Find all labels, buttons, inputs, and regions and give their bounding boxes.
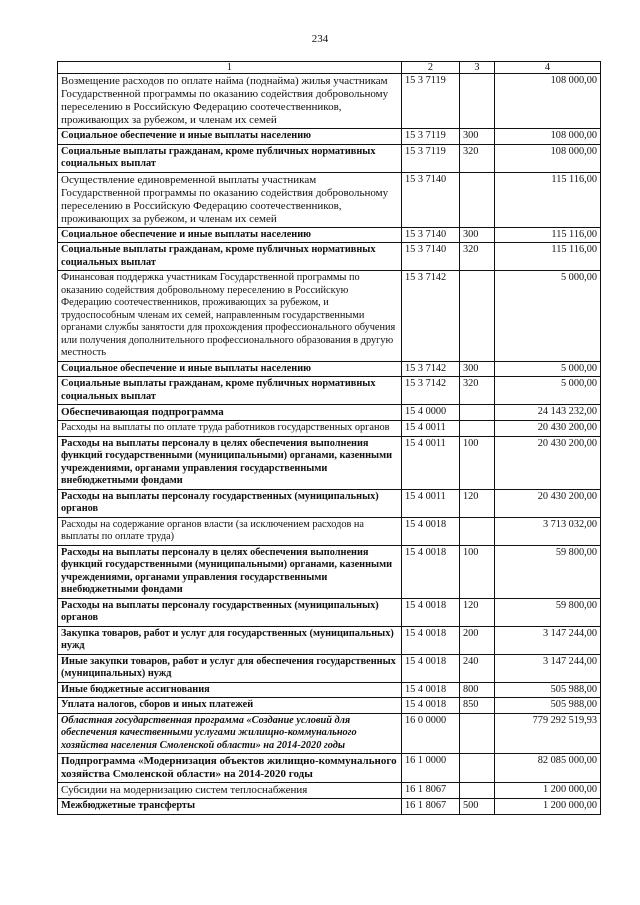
row-name: Закупка товаров, работ и услуг для государственных (муниципальных) нужд bbox=[58, 626, 402, 654]
table-row bbox=[58, 421, 601, 437]
row-code: 15 3 7119 bbox=[402, 129, 460, 145]
row-code: 15 3 7142 bbox=[402, 271, 460, 362]
row-expense-type: 240 bbox=[460, 654, 495, 682]
row-code: 15 4 0018 bbox=[402, 682, 460, 698]
row-expense-type: 500 bbox=[460, 799, 495, 815]
row-amount: 505 988,00 bbox=[495, 682, 601, 698]
row-name: Подпрограмма «Модернизация объектов жилищно-коммунального хозяйства Смоленской области» на 2014-2020 годы bbox=[58, 754, 402, 783]
table-row bbox=[58, 489, 601, 517]
row-name: Возмещение расходов по оплате найма (поднайма) жилья участникам Государственной программы по оказанию содействия добровольному переселению в Российскую Федерацию соотечественников, проживающих за рубежом, и членам их семей bbox=[58, 74, 402, 129]
row-expense-type: 300 bbox=[460, 129, 495, 145]
row-amount: 20 430 200,00 bbox=[495, 421, 601, 437]
row-expense-type bbox=[460, 421, 495, 437]
row-name: Расходы на выплаты по оплате труда работников государственных органов bbox=[58, 421, 402, 437]
row-code: 16 0 0000 bbox=[402, 713, 460, 754]
row-amount: 115 116,00 bbox=[495, 172, 601, 227]
row-code: 15 4 0018 bbox=[402, 598, 460, 626]
row-amount: 1 200 000,00 bbox=[495, 783, 601, 799]
column-header: 2 bbox=[402, 62, 460, 74]
table-row bbox=[58, 654, 601, 682]
row-amount: 108 000,00 bbox=[495, 129, 601, 145]
row-amount: 59 800,00 bbox=[495, 598, 601, 626]
table-row bbox=[58, 271, 601, 362]
table-row bbox=[58, 129, 601, 145]
row-code: 15 3 7119 bbox=[402, 144, 460, 172]
row-code: 15 3 7140 bbox=[402, 172, 460, 227]
row-code: 15 3 7140 bbox=[402, 227, 460, 243]
row-amount: 1 200 000,00 bbox=[495, 799, 601, 815]
table-row bbox=[58, 377, 601, 405]
row-expense-type: 800 bbox=[460, 682, 495, 698]
row-name: Субсидии на модернизацию систем теплоснабжения bbox=[58, 783, 402, 799]
row-code: 15 4 0018 bbox=[402, 626, 460, 654]
table-row bbox=[58, 361, 601, 377]
row-code: 15 3 7142 bbox=[402, 377, 460, 405]
row-amount: 82 085 000,00 bbox=[495, 754, 601, 783]
row-expense-type: 300 bbox=[460, 361, 495, 377]
table-row bbox=[58, 783, 601, 799]
row-name: Иные бюджетные ассигнования bbox=[58, 682, 402, 698]
row-name: Расходы на выплаты персоналу государственных (муниципальных) органов bbox=[58, 598, 402, 626]
row-amount: 5 000,00 bbox=[495, 271, 601, 362]
row-name: Расходы на выплаты персоналу в целях обеспечения выполнения функций государственными (муниципальными) органами, казенными учреждениями, органами управления государственными внебюджетными фондами bbox=[58, 436, 402, 489]
row-name: Расходы на выплаты персоналу в целях обеспечения выполнения функций государственными (муниципальными) органами, казенными учреждениями, органами управления государственными внебюджетными фондами bbox=[58, 545, 402, 598]
row-expense-type: 320 bbox=[460, 243, 495, 271]
row-amount: 108 000,00 bbox=[495, 74, 601, 129]
row-code: 16 1 0000 bbox=[402, 754, 460, 783]
row-expense-type bbox=[460, 172, 495, 227]
row-amount: 108 000,00 bbox=[495, 144, 601, 172]
row-expense-type bbox=[460, 271, 495, 362]
row-name: Обеспечивающая подпрограмма bbox=[58, 405, 402, 421]
table-row bbox=[58, 626, 601, 654]
row-expense-type bbox=[460, 74, 495, 129]
row-name: Уплата налогов, сборов и иных платежей bbox=[58, 698, 402, 714]
table-body bbox=[58, 74, 601, 815]
row-code: 15 4 0018 bbox=[402, 517, 460, 545]
row-code: 15 3 7142 bbox=[402, 361, 460, 377]
row-amount: 505 988,00 bbox=[495, 698, 601, 714]
row-amount: 5 000,00 bbox=[495, 361, 601, 377]
row-amount: 59 800,00 bbox=[495, 545, 601, 598]
row-amount: 115 116,00 bbox=[495, 227, 601, 243]
row-code: 15 4 0011 bbox=[402, 436, 460, 489]
row-code: 15 4 0000 bbox=[402, 405, 460, 421]
row-amount: 20 430 200,00 bbox=[495, 436, 601, 489]
row-expense-type bbox=[460, 713, 495, 754]
row-amount: 3 713 032,00 bbox=[495, 517, 601, 545]
row-expense-type: 300 bbox=[460, 227, 495, 243]
row-amount: 3 147 244,00 bbox=[495, 626, 601, 654]
row-name: Областная государственная программа «Создание условий для обеспечения качественными услугами жилищно-коммунального хозяйства населения Смоленской области» на 2014-2020 годы bbox=[58, 713, 402, 754]
row-expense-type: 320 bbox=[460, 144, 495, 172]
row-code: 16 1 8067 bbox=[402, 799, 460, 815]
row-amount: 5 000,00 bbox=[495, 377, 601, 405]
table-row bbox=[58, 227, 601, 243]
row-name: Социальные выплаты гражданам, кроме публичных нормативных социальных выплат bbox=[58, 377, 402, 405]
row-amount: 3 147 244,00 bbox=[495, 654, 601, 682]
row-name: Социальные выплаты гражданам, кроме публичных нормативных социальных выплат bbox=[58, 144, 402, 172]
row-name: Осуществление единовременной выплаты участникам Государственной программы по оказанию содействия добровольному переселению в Российскую Федерацию соотечественников, проживающих за рубежом, и членам их семей bbox=[58, 172, 402, 227]
row-name: Расходы на выплаты персоналу государственных (муниципальных) органов bbox=[58, 489, 402, 517]
row-expense-type bbox=[460, 754, 495, 783]
table-row bbox=[58, 799, 601, 815]
row-expense-type bbox=[460, 405, 495, 421]
table-row bbox=[58, 172, 601, 227]
row-code: 15 3 7140 bbox=[402, 243, 460, 271]
row-expense-type: 120 bbox=[460, 598, 495, 626]
table-row bbox=[58, 545, 601, 598]
row-name: Расходы на содержание органов власти (за исключением расходов на выплаты по оплате труда) bbox=[58, 517, 402, 545]
row-code: 15 3 7119 bbox=[402, 74, 460, 129]
row-expense-type bbox=[460, 517, 495, 545]
row-code: 15 4 0018 bbox=[402, 545, 460, 598]
table-row bbox=[58, 598, 601, 626]
row-code: 15 4 0011 bbox=[402, 489, 460, 517]
row-expense-type: 200 bbox=[460, 626, 495, 654]
table-header bbox=[58, 62, 601, 74]
table-row bbox=[58, 754, 601, 783]
row-code: 15 4 0018 bbox=[402, 698, 460, 714]
column-header: 4 bbox=[495, 62, 601, 74]
row-name: Межбюджетные трансферты bbox=[58, 799, 402, 815]
row-code: 15 4 0018 bbox=[402, 654, 460, 682]
table-row bbox=[58, 436, 601, 489]
row-name: Социальное обеспечение и иные выплаты населению bbox=[58, 129, 402, 145]
row-amount: 20 430 200,00 bbox=[495, 489, 601, 517]
row-expense-type: 120 bbox=[460, 489, 495, 517]
column-header: 1 bbox=[58, 62, 402, 74]
row-expense-type: 100 bbox=[460, 436, 495, 489]
row-name: Социальное обеспечение и иные выплаты населению bbox=[58, 227, 402, 243]
row-expense-type: 320 bbox=[460, 377, 495, 405]
row-expense-type bbox=[460, 783, 495, 799]
column-header: 3 bbox=[460, 62, 495, 74]
table-row bbox=[58, 517, 601, 545]
table-row bbox=[58, 243, 601, 271]
table-row bbox=[58, 682, 601, 698]
row-name: Социальное обеспечение и иные выплаты населению bbox=[58, 361, 402, 377]
budget-table bbox=[57, 61, 601, 815]
row-expense-type: 850 bbox=[460, 698, 495, 714]
row-code: 16 1 8067 bbox=[402, 783, 460, 799]
row-name: Иные закупки товаров, работ и услуг для обеспечения государственных (муниципальных) нужд bbox=[58, 654, 402, 682]
row-amount: 115 116,00 bbox=[495, 243, 601, 271]
row-name: Социальные выплаты гражданам, кроме публичных нормативных социальных выплат bbox=[58, 243, 402, 271]
table-row bbox=[58, 698, 601, 714]
table-row bbox=[58, 144, 601, 172]
table-row bbox=[58, 405, 601, 421]
table-row bbox=[58, 74, 601, 129]
table-row bbox=[58, 713, 601, 754]
row-name: Финансовая поддержка участникам Государственной программы по оказанию содействия добровольному переселению в Российскую Федерацию соотечественников, проживающих за рубежом, и трудоспособным членам их семей, направленным государственными органами службы занятости для прохождения профессионального обучения или получения дополнительного профессионального образования в другую местность bbox=[58, 271, 402, 362]
row-amount: 779 292 519,93 bbox=[495, 713, 601, 754]
page-number: 234 bbox=[311, 33, 329, 45]
row-amount: 24 143 232,00 bbox=[495, 405, 601, 421]
row-expense-type: 100 bbox=[460, 545, 495, 598]
row-code: 15 4 0011 bbox=[402, 421, 460, 437]
